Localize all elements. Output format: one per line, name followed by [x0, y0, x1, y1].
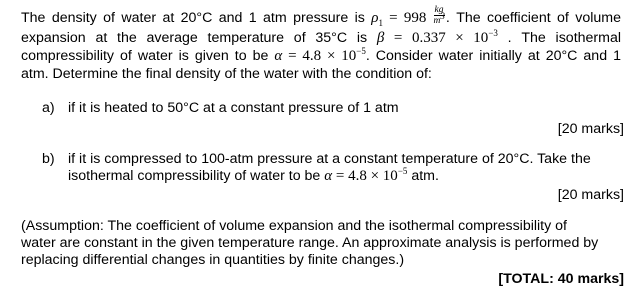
- intro-line-1: [21, 5, 621, 28]
- density-symbol: $\rho_1 = 998$: [371, 9, 433, 28]
- part-b-marks: [20 marks]: [557, 187, 624, 203]
- assumption-line-3: replacing differential changes in quantities by finite changes.): [21, 252, 405, 268]
- intro-line-2: expansion at the average temperature of 35°C is $\beta = 0.337 \times 10^{-3}$ . The isothermal: [21, 28, 622, 46]
- part-b-text-2: isothermal compressibility of water to be $\alpha = 4.8 \times 10^{-5}$ atm.: [68, 166, 439, 184]
- part-a-text: if it is heated to 50°C at a constant pressure of 1 atm: [68, 100, 399, 116]
- part-b-text-1: if it is compressed to 100-atm pressure at a constant temperature of 20°C. Take the: [68, 151, 591, 167]
- intro-text: The density of water at 20°C and 1 atm pressure is: [21, 9, 372, 26]
- part-b-label: b): [42, 151, 55, 167]
- alpha-expression: $\alpha = 4.8 \times 10^{-5}$: [274, 46, 366, 64]
- intro-line-3: compressibility of water is given to be $\alpha = 4.8 \times 10^{-5}$. Consider water initially at 20°C and 1: [21, 46, 621, 64]
- alpha-expression: $\alpha = 4.8 \times 10^{-5}$: [324, 166, 408, 184]
- total-marks: [TOTAL: 40 marks]: [498, 271, 624, 287]
- part-a-label: a): [42, 100, 55, 116]
- part-a-marks: [20 marks]: [557, 121, 624, 137]
- assumption-line-1: (Assumption: The coefficient of volume expansion and the isothermal compressibility of: [21, 218, 567, 234]
- density-unit: $\frac{kg}{m^3}$: [433, 5, 445, 27]
- assumption-line-2: water are constant in the given temperature range. An approximate analysis is performed by: [21, 235, 599, 251]
- intro-text: . The coefficient of volume: [445, 9, 621, 26]
- beta-expression: $\beta = 0.337 \times 10^{-3}$: [376, 28, 498, 46]
- intro-line-4: atm. Determine the final density of the water with the condition of:: [21, 66, 432, 82]
